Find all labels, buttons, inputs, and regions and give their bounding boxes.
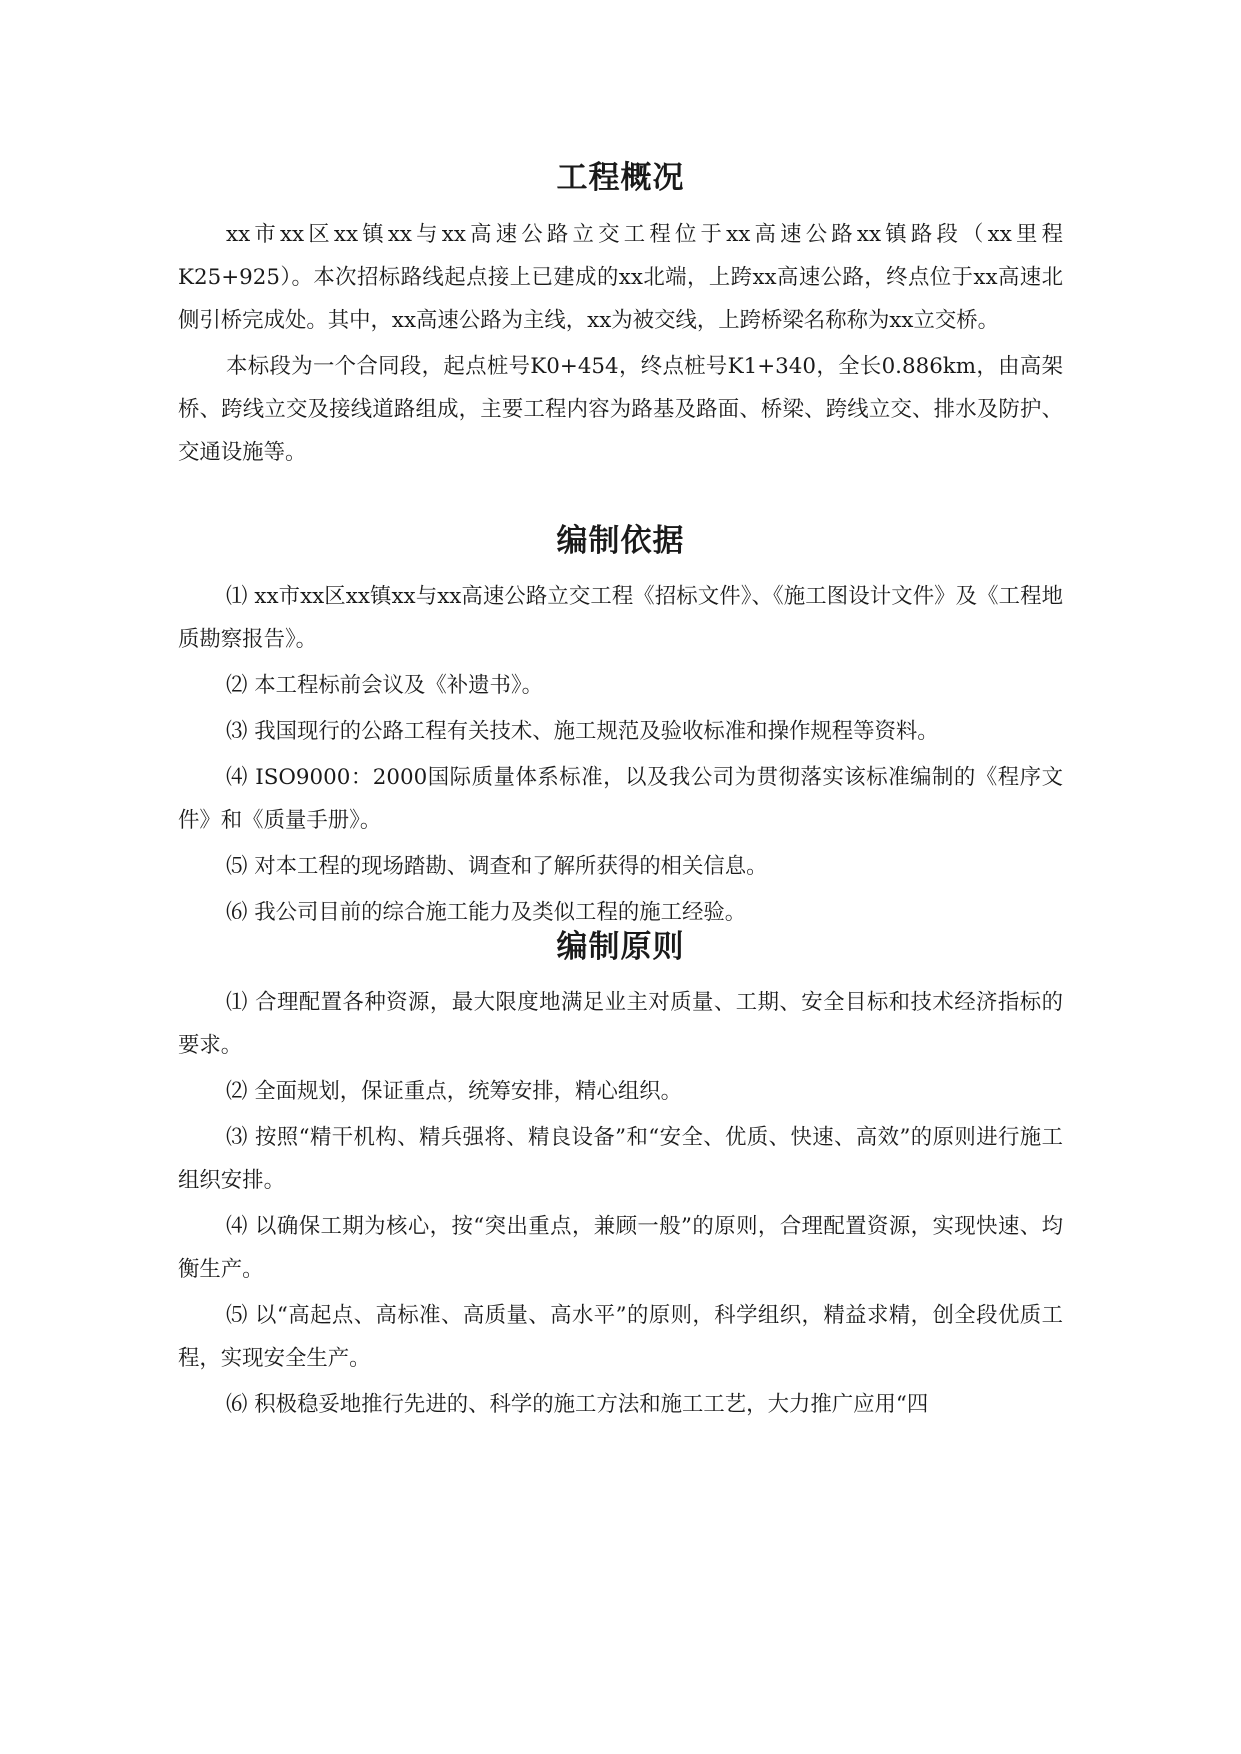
list-item: ⑷ ISO9000：2000国际质量体系标准，以及我公司为贯彻落实该标准编制的《程序文件》和《质量手册》。 bbox=[178, 765, 1063, 833]
list-item: ⑸ 对本工程的现场踏勘、调查和了解所获得的相关信息。 bbox=[226, 854, 768, 879]
list-item: ⑹ 我公司目前的综合施工能力及类似工程的施工经验。 bbox=[226, 900, 747, 925]
section-body-basis bbox=[178, 572, 1063, 934]
section-heading-basis: 编制依据 bbox=[556, 523, 685, 559]
section-body-overview bbox=[178, 210, 1063, 474]
paragraph: 本标段为一个合同段，起点桩号K0+454，终点桩号K1+340，全长0.886km，由高架桥、跨线立交及接线道路组成，主要工程内容为路基及路面、桥梁、跨线立交、排水及防护、交通设施等。 bbox=[178, 354, 1063, 465]
list-item: ⑵ 本工程标前会议及《补遗书》。 bbox=[226, 673, 543, 698]
paragraph: xx市xx区xx镇xx与xx高速公路立交工程位于xx高速公路xx镇路段（xx里程K25+925）。本次招标路线起点接上已建成的xx北端，上跨xx高速公路，终点位于xx高速北侧引桥完成处。其中，xx高速公路为主线，xx为被交线，上跨桥梁名称称为xx立交桥。 bbox=[178, 222, 1063, 333]
list-item: ⑶ 我国现行的公路工程有关技术、施工规范及验收标准和操作规程等资料。 bbox=[226, 719, 939, 744]
list-item: ⑴ 合理配置各种资源，最大限度地满足业主对质量、工期、安全目标和技术经济指标的要求。 bbox=[178, 990, 1063, 1058]
section-heading-overview: 工程概况 bbox=[556, 160, 685, 196]
section-heading-principles: 编制原则 bbox=[556, 929, 685, 965]
list-item: ⑷ 以确保工期为核心，按“突出重点，兼顾一般”的原则，合理配置资源，实现快速、均衡生产。 bbox=[178, 1214, 1063, 1282]
list-item: ⑹ 积极稳妥地推行先进的、科学的施工方法和施工工艺，大力推广应用“四 bbox=[226, 1392, 929, 1417]
list-item: ⑴ xx市xx区xx镇xx与xx高速公路立交工程《招标文件》、《施工图设计文件》及《工程地质勘察报告》。 bbox=[178, 584, 1063, 652]
list-item: ⑵ 全面规划，保证重点，统筹安排，精心组织。 bbox=[226, 1079, 683, 1104]
section-body-principles bbox=[178, 978, 1063, 1426]
list-item: ⑶ 按照“精干机构、精兵强将、精良设备”和“安全、优质、快速、高效”的原则进行施工组织安排。 bbox=[178, 1125, 1063, 1193]
list-item: ⑸ 以“高起点、高标准、高质量、高水平”的原则，科学组织，精益求精，创全段优质工程，实现安全生产。 bbox=[178, 1303, 1063, 1371]
